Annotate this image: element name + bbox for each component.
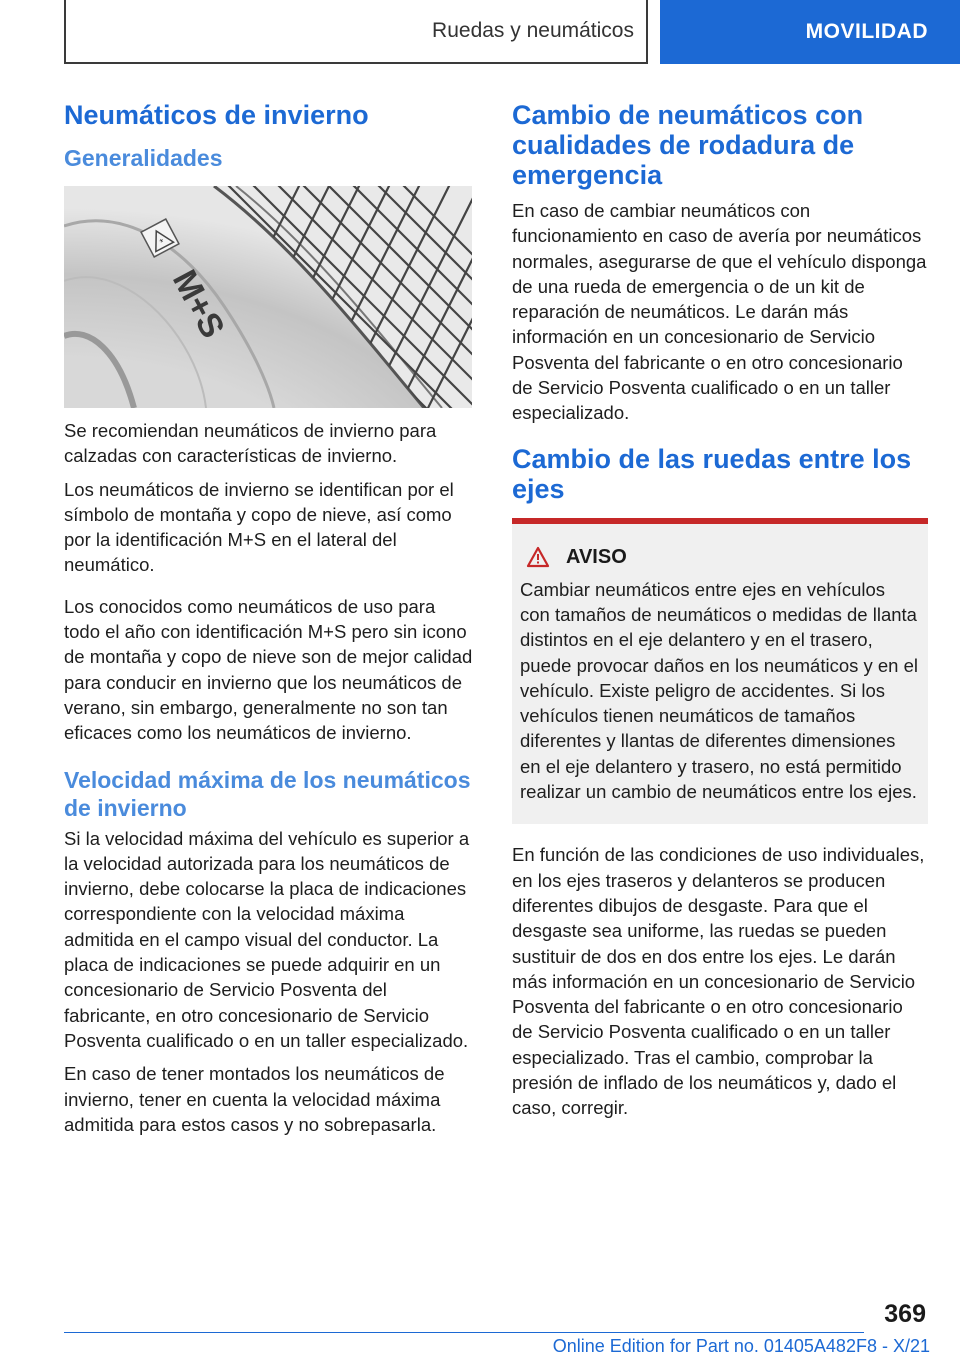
paragraph: En caso de cambiar neumáticos con funcionamiento en caso de avería por neumáticos normales, asegurarse de que el vehículo disponga de una rueda de emergencia o de un kit de reparación de neumáticos. Le darán más información en un concesionario de Servicio Posventa del fabricante o en otro concesionario de Servicio Posventa cualificado o en un taller especializado. bbox=[512, 200, 927, 424]
section-tab bbox=[660, 0, 960, 64]
general-subheading: Generalidades bbox=[64, 145, 223, 171]
warning-label: AVISO bbox=[566, 545, 627, 568]
footer-divider bbox=[64, 1332, 864, 1333]
runflat-change-heading: Cambio de neumáticos con cualidades de rodadura de emergencia bbox=[512, 100, 864, 190]
svg-text:*: * bbox=[158, 237, 167, 249]
paragraph: Si la velocidad máxima del vehículo es superior a la velocidad autorizada para los neumáticos de invierno, debe colocarse la placa de indicaciones correspondiente con la velocidad máxima admitida en el campo visual del conductor. La placa de indicaciones se puede adquirir en un concesionario de Servicio Posventa del fabricante, en otro concesionario de Servicio Posventa cualificado o en un taller especializado. bbox=[64, 827, 470, 1051]
page-number: 369 bbox=[884, 1300, 926, 1328]
paragraph: En función de las condiciones de uso individuales, en los ejes traseros y delanteros se producen diferentes dibujos de desgaste. Para que el desgaste sea uniforme, las ruedas se pueden sustituir de dos en dos entre los ejes. Le darán más información en un concesionario de Servicio Posventa del fabricante o en otro concesionario de Servicio Posventa cualificado o en un taller especializado. Tras el cambio, comprobar la presión de inflado de los neumáticos y, dado el caso, corregir. bbox=[512, 844, 925, 1119]
paragraph: Los neumáticos de invierno se identifican por el símbolo de montaña y copo de nieve, así como por la identificación M+S en el lateral del neumático. bbox=[64, 478, 454, 576]
paragraph: En caso de tener montados los neumáticos de invierno, tener en cuenta la velocidad máxima admitida para estos casos y no sobrepasarla. bbox=[64, 1063, 445, 1135]
chapter-title: Ruedas y neumáticos bbox=[432, 19, 634, 42]
paragraph: Los conocidos como neumáticos de uso para todo el año con identificación M+S pero sin icono de montaña y copo de nieve son de mejor calidad para conducir en invierno que los neumáticos de verano, sin embargo, generalmente no son tan eficaces como los neumáticos de invierno. bbox=[64, 595, 473, 744]
section-title: MOVILIDAD bbox=[805, 20, 928, 43]
left-column bbox=[64, 100, 476, 1145]
winter-tires-heading: Neumáticos de invierno bbox=[64, 100, 369, 130]
paragraph: Se recomiendan neumáticos de invierno para calzadas con características de invierno. bbox=[64, 420, 437, 467]
chapter-tab bbox=[64, 0, 648, 64]
m-plus-s-marking: M+S bbox=[164, 263, 232, 345]
warning-text: Cambiar neumáticos entre ejes en vehículos con tamaños de neumáticos o medidas de llanta distintos en el eje delantero y en el trasero, puede provocar daños en los neumáticos y en el vehículo. Existe peligro de accidentes. Si los vehículos tienen neumáticos de tamaños diferentes y llantas de diferentes dimensiones en el eje delantero y trasero, no está permitido realizar un cambio de neumáticos entre los ejes. bbox=[520, 578, 919, 803]
edition-footer: Online Edition for Part no. 01405A482F8 - X/21 bbox=[552, 1336, 930, 1356]
warning-triangle-icon bbox=[526, 546, 550, 568]
axle-swap-heading: Cambio de las ruedas entre los ejes bbox=[512, 443, 912, 504]
warning-header bbox=[520, 546, 920, 569]
max-speed-subheading: Velocidad máxima de los neumáticos de invierno bbox=[64, 766, 471, 821]
warning-box bbox=[512, 518, 928, 825]
winter-tire-illustration bbox=[64, 186, 472, 408]
right-column bbox=[512, 100, 928, 1129]
